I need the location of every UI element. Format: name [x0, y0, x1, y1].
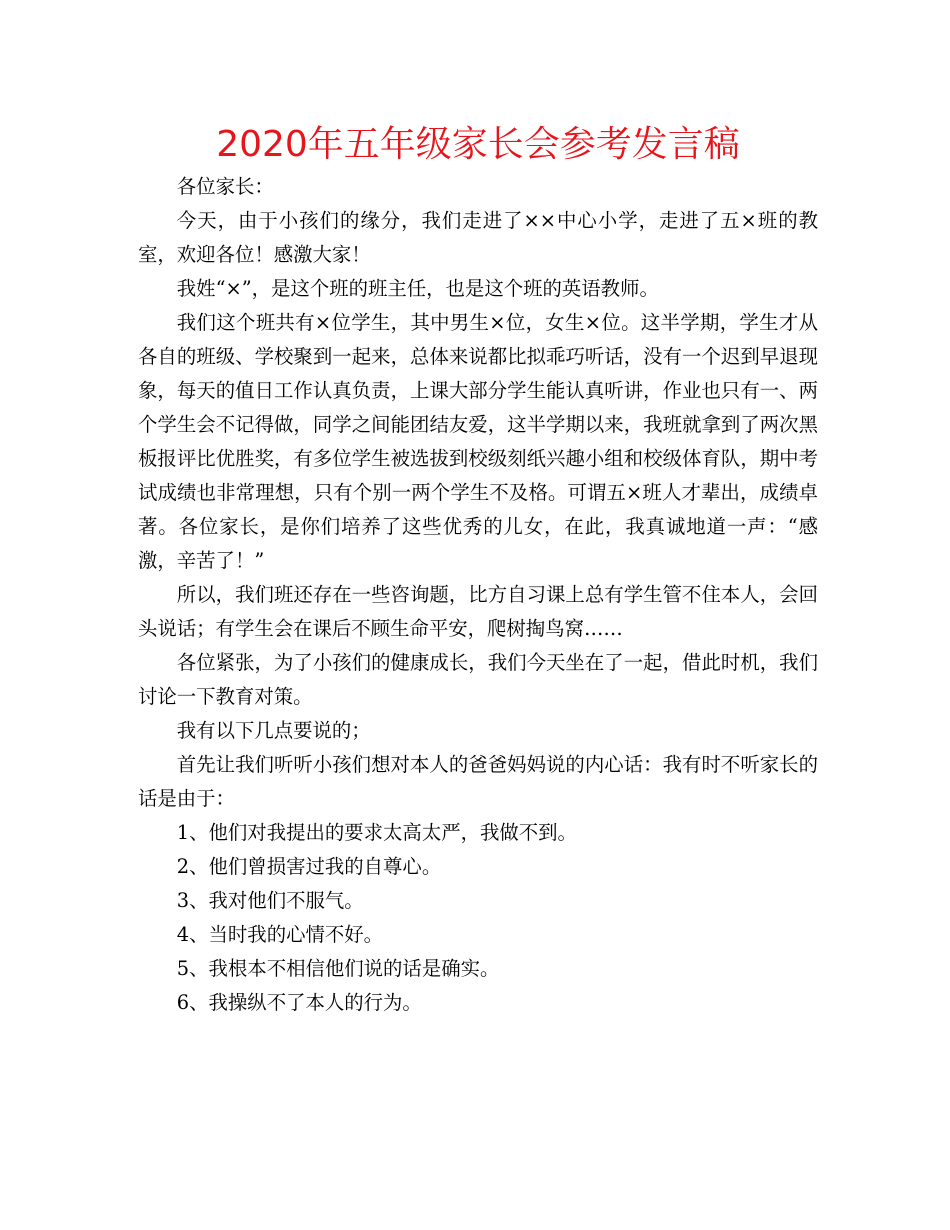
paragraph-welcome: 今天，由于小孩们的缘分，我们走进了××中心小学，走进了五×班的教室，欢迎各位！感激大家！ [138, 209, 818, 266]
paragraph-greeting: 各位家长： [176, 175, 274, 198]
list-item-3: 3、我对他们不服气。 [176, 889, 364, 912]
list-item-2: 2、他们曾损害过我的自尊心。 [176, 855, 442, 878]
document-title: 2020年五年级家长会参考发言稿 [216, 124, 740, 165]
list-item-4: 4、当时我的心情不好。 [176, 923, 384, 946]
paragraph-points-intro: 我有以下几点要说的； [176, 719, 371, 742]
paragraph-class-overview: 我们这个班共有×位学生，其中男生×位，女生×位。这半学期，学生才从各自的班级、学校聚到一起来，总体来说都比拟乖巧听话，没有一个迟到早退现象，每天的值日工作认真负责，上课大部分学生能认真听讲，作业也只有一、两个学生会不记得做，同学之间能团结友爱，这半学期以来，我班就拿到了两次黑板报评比优胜奖，有多位学生被选拔到校级刻纸兴趣小组和校级体育队，期中考试成绩也非常理想，只有个别一两个学生不及格。可谓五×班人才辈出，成绩卓著。各位家长，是你们培养了这些优秀的儿女，在此，我真诚地道一声：“感激，辛苦了！” [138, 311, 818, 572]
paragraph-introduction: 我姓“×”，是这个班的班主任，也是这个班的英语教师。 [176, 277, 659, 300]
list-item-6: 6、我操纵不了本人的行为。 [176, 991, 422, 1014]
list-item-5: 5、我根本不相信他们说的话是确实。 [176, 957, 500, 980]
document-page [138, 120, 818, 1020]
paragraph-problems: 所以，我们班还存在一些咨询题，比方自习课上总有学生管不住本人，会回头说话；有学生会在课后不顾生命平安，爬树掏鸟窝…… [138, 583, 818, 640]
list-item-1: 1、他们对我提出的要求太高太严，我做不到。 [176, 821, 577, 844]
paragraph-children-voice: 首先让我们听听小孩们想对本人的爸爸妈妈说的内心话：我有时不听家长的话是由于： [138, 753, 818, 810]
document-body [138, 170, 818, 1020]
paragraph-purpose: 各位紧张，为了小孩们的健康成长，我们今天坐在了一起，借此时机，我们讨论一下教育对策。 [138, 651, 818, 708]
